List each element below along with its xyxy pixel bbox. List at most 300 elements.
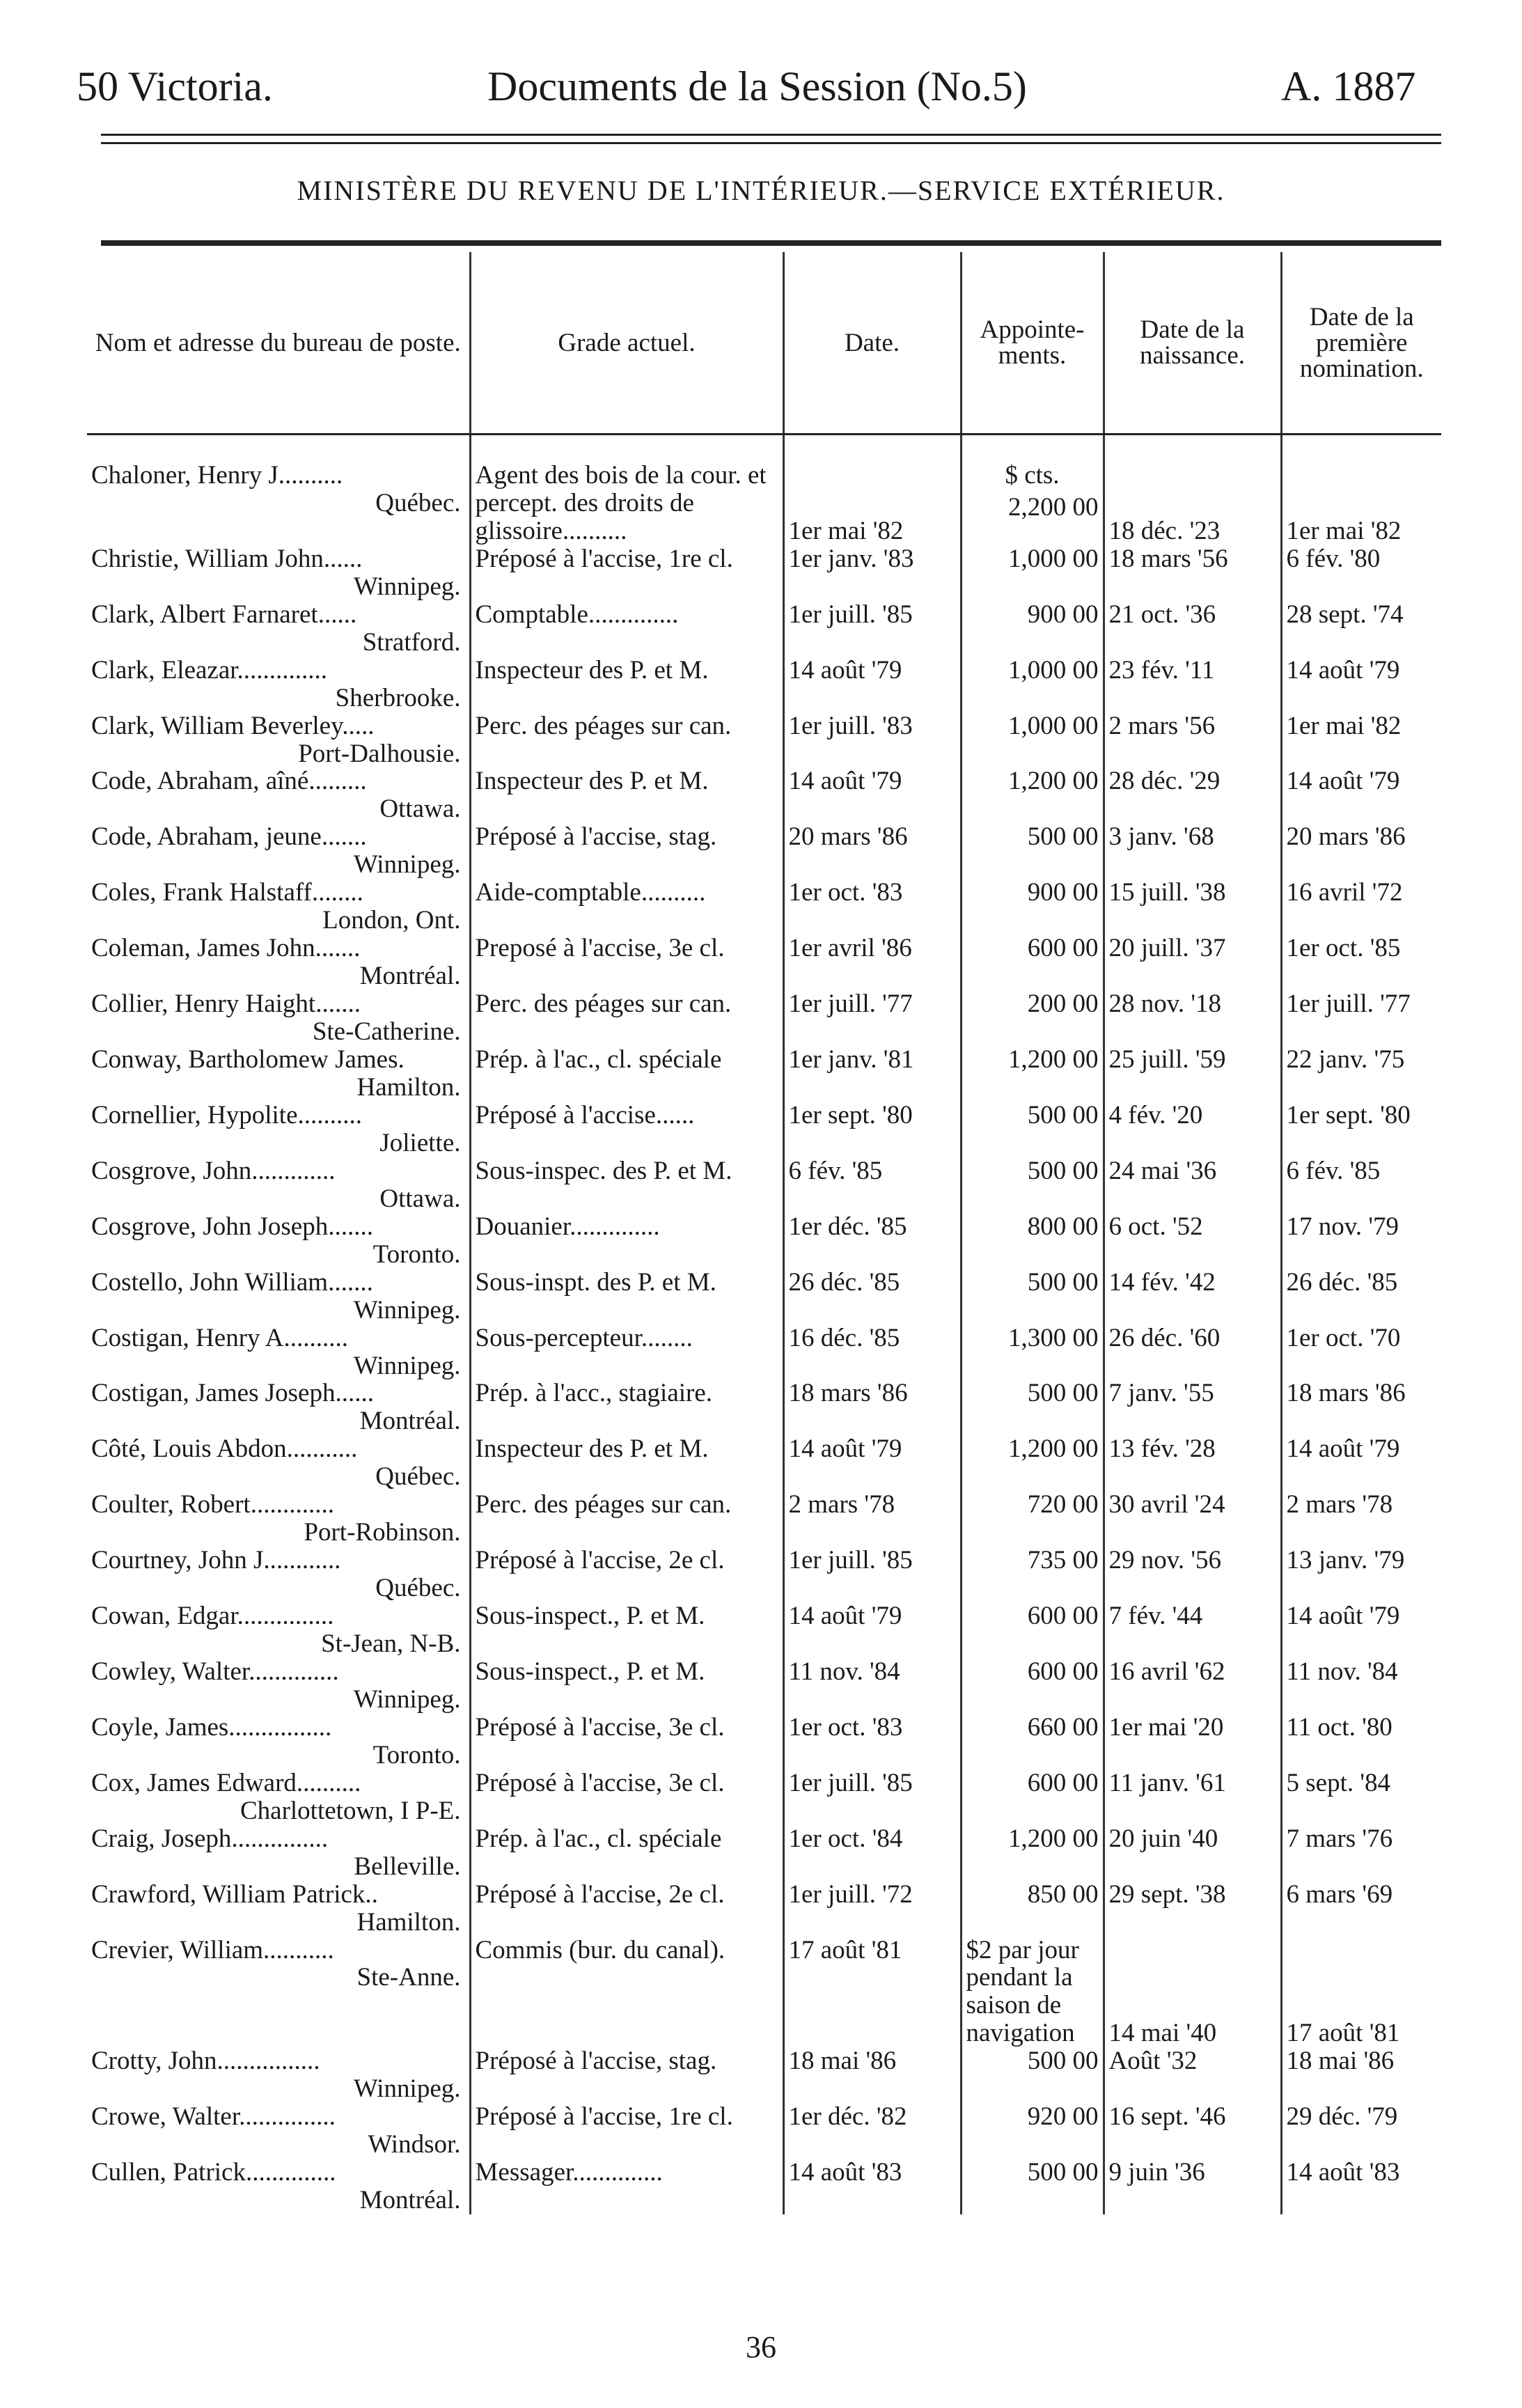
person-name: Crawford, William Patrick..	[91, 1880, 378, 1909]
grade-cell: Préposé à l'accise, 3e cl.	[470, 1714, 783, 1769]
table-header-row	[87, 252, 1441, 435]
title-rule	[101, 240, 1441, 246]
first-nomination-cell: 14 août '79	[1281, 1435, 1441, 1491]
person-name: Côté, Louis Abdon...........	[91, 1435, 358, 1464]
name-cell	[87, 990, 470, 1046]
salary-cell	[961, 1547, 1104, 1602]
person-name: Cox, James Edward..........	[91, 1769, 361, 1797]
salary-cell	[961, 2159, 1104, 2214]
salary-cell	[961, 1324, 1104, 1380]
office-address: Ste-Catherine.	[312, 1017, 461, 1047]
grade-cell: Douanier..............	[470, 1213, 783, 1269]
first-nomination-cell: 1er juill. '77	[1281, 990, 1441, 1046]
person-name: Cornellier, Hypolite..........	[91, 1101, 363, 1129]
first-nomination-cell: 6 mars '69	[1281, 1881, 1441, 1937]
date-cell: 14 août '79	[783, 1602, 961, 1658]
person-name: Cosgrove, John.............	[91, 1157, 336, 1185]
birth-date-cell: 20 juin '40	[1104, 1825, 1281, 1881]
date-cell: 1er mai '82	[783, 435, 961, 545]
table-row	[87, 1435, 1441, 1491]
person-name: Collier, Henry Haight.......	[91, 990, 361, 1019]
birth-date-cell: 3 janv. '68	[1104, 823, 1281, 879]
date-cell: 18 mars '86	[783, 1379, 961, 1435]
table-row	[87, 879, 1441, 935]
table-row	[87, 823, 1441, 879]
person-name: Clark, William Beverley.....	[91, 712, 375, 740]
office-address: Windsor.	[368, 2130, 461, 2159]
office-address: Winnipeg.	[353, 1295, 461, 1324]
name-cell	[87, 657, 470, 712]
date-cell: 18 mai '86	[783, 2047, 961, 2103]
date-cell: 1er janv. '81	[783, 1046, 961, 1102]
office-address: London, Ont.	[322, 906, 461, 935]
name-cell	[87, 1491, 470, 1547]
first-nomination-cell: 7 mars '76	[1281, 1825, 1441, 1881]
birth-date-cell: 20 juill. '37	[1104, 935, 1281, 990]
office-address: Sherbrooke.	[335, 683, 461, 712]
birth-date-cell: 1er mai '20	[1104, 1714, 1281, 1769]
grade-cell: Préposé à l'accise, 3e cl.	[470, 1769, 783, 1825]
name-cell	[87, 1435, 470, 1491]
birth-date-cell: 30 avril '24	[1104, 1491, 1281, 1547]
salary-cell	[961, 1046, 1104, 1102]
date-cell: 17 août '81	[783, 1937, 961, 2048]
salary-value: 500 00	[1027, 1157, 1099, 1185]
date-cell: 1er déc. '85	[783, 1213, 961, 1269]
grade-cell: Préposé à l'accise, stag.	[470, 2047, 783, 2103]
first-nomination-cell: 18 mai '86	[1281, 2047, 1441, 2103]
table-row	[87, 2159, 1441, 2214]
grade-cell: Préposé à l'accise, 2e cl.	[470, 1881, 783, 1937]
name-cell	[87, 1324, 470, 1380]
table-row	[87, 545, 1441, 601]
grade-cell: Prép. à l'ac., cl. spéciale	[470, 1046, 783, 1102]
header-right: A. 1887	[1281, 63, 1416, 109]
first-nomination-cell: 6 fév. '85	[1281, 1157, 1441, 1213]
person-name: Conway, Bartholomew James.	[91, 1046, 405, 1074]
salary-cell	[961, 1602, 1104, 1658]
salary-cell	[961, 601, 1104, 657]
birth-date-cell: 11 janv. '61	[1104, 1769, 1281, 1825]
first-nomination-cell: 29 déc. '79	[1281, 2103, 1441, 2159]
birth-date-cell: 9 juin '36	[1104, 2159, 1281, 2214]
salary-value: 1,300 00	[1008, 1324, 1099, 1352]
col-header-date: Date.	[783, 252, 961, 435]
salary-cell	[961, 2047, 1104, 2103]
salary-cell	[961, 435, 1104, 545]
birth-date-cell: 24 mai '36	[1104, 1157, 1281, 1213]
salary-cell	[961, 1881, 1104, 1937]
person-name: Craig, Joseph...............	[91, 1824, 329, 1853]
birth-date-cell: 6 oct. '52	[1104, 1213, 1281, 1269]
person-name: Costigan, Henry A..........	[91, 1324, 348, 1352]
table-row	[87, 1269, 1441, 1324]
salary-value: 1,200 00	[1008, 1824, 1099, 1853]
table-row	[87, 2047, 1441, 2103]
header-rule-bottom	[101, 142, 1441, 144]
first-nomination-cell: 22 janv. '75	[1281, 1046, 1441, 1102]
salary-cell	[961, 1658, 1104, 1714]
salary-value: 1,200 00	[1008, 1046, 1099, 1074]
birth-date-cell: 14 fév. '42	[1104, 1269, 1281, 1324]
header-left: 50 Victoria.	[77, 63, 273, 109]
salary-cell	[961, 1102, 1104, 1157]
office-address: Ste-Anne.	[356, 1963, 461, 1992]
grade-cell: Prép. à l'acc., stagiaire.	[470, 1379, 783, 1435]
grade-cell: Inspecteur des P. et M.	[470, 657, 783, 712]
salary-value: 800 00	[1027, 1212, 1099, 1241]
personnel-table	[87, 252, 1441, 2214]
grade-cell: Agent des bois de la cour. et percept. des droits de glissoire..........	[470, 435, 783, 545]
office-address: Port-Robinson.	[304, 1518, 461, 1547]
name-cell	[87, 1714, 470, 1769]
table-row	[87, 1379, 1441, 1435]
person-name: Clark, Eleazar..............	[91, 656, 328, 685]
name-cell	[87, 1213, 470, 1269]
name-cell	[87, 823, 470, 879]
table-row	[87, 767, 1441, 823]
first-nomination-cell: 17 août '81	[1281, 1937, 1441, 2048]
first-nomination-cell: 5 sept. '84	[1281, 1769, 1441, 1825]
salary-value: 1,000 00	[1008, 712, 1099, 740]
office-address: Joliette.	[379, 1128, 461, 1157]
date-cell: 1er juill. '77	[783, 990, 961, 1046]
birth-date-cell: 29 nov. '56	[1104, 1547, 1281, 1602]
date-cell: 1er juill. '83	[783, 712, 961, 768]
page-title: MINISTÈRE DU REVENU DE L'INTÉRIEUR.—SERVICE EXTÉRIEUR.	[297, 175, 1225, 206]
office-address: Charlottetown, I P-E.	[240, 1796, 461, 1825]
date-cell: 1er juill. '72	[783, 1881, 961, 1937]
office-address: Québec.	[375, 1462, 461, 1492]
name-cell	[87, 1379, 470, 1435]
person-name: Crotty, John................	[91, 2047, 320, 2076]
name-cell	[87, 1937, 470, 2048]
col-header-grade: Grade actuel.	[470, 252, 783, 435]
salary-cell	[961, 1213, 1104, 1269]
grade-cell: Sous-inspt. des P. et M.	[470, 1269, 783, 1324]
col-header-first: Date de la première nomination.	[1281, 252, 1441, 435]
birth-date-cell: 14 mai '40	[1104, 1937, 1281, 2048]
office-address: Toronto.	[372, 1240, 461, 1269]
office-address: Montréal.	[359, 1407, 461, 1436]
person-name: Coyle, James................	[91, 1713, 332, 1742]
birth-date-cell: 21 oct. '36	[1104, 601, 1281, 657]
date-cell: 1er oct. '83	[783, 879, 961, 935]
person-name: Cowan, Edgar...............	[91, 1602, 334, 1631]
grade-cell: Préposé à l'accise, 2e cl.	[470, 1547, 783, 1602]
person-name: Crowe, Walter...............	[91, 2103, 336, 2132]
name-cell	[87, 545, 470, 601]
person-name: Chaloner, Henry J..........	[91, 461, 343, 490]
name-cell	[87, 879, 470, 935]
person-name: Cosgrove, John Joseph.......	[91, 1212, 373, 1241]
first-nomination-cell: 14 août '79	[1281, 657, 1441, 712]
person-name: Costigan, James Joseph......	[91, 1379, 374, 1408]
office-address: Belleville.	[354, 1852, 461, 1881]
office-address: Winnipeg.	[353, 1684, 461, 1714]
table-row	[87, 1046, 1441, 1102]
salary-value: 1,200 00	[1008, 767, 1099, 796]
date-cell: 14 août '79	[783, 767, 961, 823]
salary-value: 735 00	[1027, 1547, 1099, 1575]
first-nomination-cell: 14 août '83	[1281, 2159, 1441, 2214]
grade-cell: Préposé à l'accise, stag.	[470, 823, 783, 879]
salary-cell	[961, 1491, 1104, 1547]
salary-value: 500 00	[1027, 2047, 1099, 2076]
person-name: Crevier, William...........	[91, 1936, 334, 1964]
grade-cell: Aide-comptable..........	[470, 879, 783, 935]
grade-cell: Perc. des péages sur can.	[470, 990, 783, 1046]
first-nomination-cell: 1er mai '82	[1281, 712, 1441, 768]
date-cell: 14 août '83	[783, 2159, 961, 2214]
salary-cell	[961, 1937, 1104, 2048]
table-row	[87, 1102, 1441, 1157]
salary-value: 200 00	[1027, 990, 1099, 1019]
salary-cell	[961, 879, 1104, 935]
name-cell	[87, 1658, 470, 1714]
salary-value: $2 par jour pendant la saison de navigation	[966, 1936, 1079, 2048]
table-row	[87, 990, 1441, 1046]
table-row	[87, 1769, 1441, 1825]
salary-cell	[961, 1379, 1104, 1435]
person-name: Code, Abraham, aîné.........	[91, 767, 367, 796]
date-cell: 1er sept. '80	[783, 1102, 961, 1157]
grade-cell: Perc. des péages sur can.	[470, 712, 783, 768]
date-cell: 1er janv. '83	[783, 545, 961, 601]
first-nomination-cell: 26 déc. '85	[1281, 1269, 1441, 1324]
office-address: Port-Dalhousie.	[298, 739, 461, 768]
name-cell	[87, 2103, 470, 2159]
salary-unit: $ cts.	[1005, 461, 1060, 490]
grade-cell: Préposé à l'accise......	[470, 1102, 783, 1157]
table-row	[87, 1324, 1441, 1380]
person-name: Courtney, John J............	[91, 1547, 341, 1575]
name-cell	[87, 1102, 470, 1157]
birth-date-cell: 28 déc. '29	[1104, 767, 1281, 823]
salary-value: 1,000 00	[1008, 656, 1099, 685]
birth-date-cell: 16 avril '62	[1104, 1658, 1281, 1714]
date-cell: 2 mars '78	[783, 1491, 961, 1547]
col-header-salary: Appointe-ments.	[961, 252, 1104, 435]
salary-value: 920 00	[1027, 2103, 1099, 2132]
salary-cell	[961, 1269, 1104, 1324]
salary-value: 500 00	[1027, 1101, 1099, 1129]
salary-cell	[961, 2103, 1104, 2159]
birth-date-cell: 25 juill. '59	[1104, 1046, 1281, 1102]
table-row	[87, 935, 1441, 990]
table-row	[87, 1658, 1441, 1714]
salary-value: 600 00	[1027, 1602, 1099, 1631]
first-nomination-cell: 20 mars '86	[1281, 823, 1441, 879]
birth-date-cell: 16 sept. '46	[1104, 2103, 1281, 2159]
date-cell: 20 mars '86	[783, 823, 961, 879]
first-nomination-cell: 14 août '79	[1281, 767, 1441, 823]
office-address: Ottawa.	[379, 795, 461, 824]
table-row	[87, 1937, 1441, 2048]
name-cell	[87, 1881, 470, 1937]
first-nomination-cell: 28 sept. '74	[1281, 601, 1441, 657]
office-address: Toronto.	[372, 1740, 461, 1769]
office-address: Québec.	[375, 1574, 461, 1603]
table-row	[87, 2103, 1441, 2159]
grade-cell: Comptable..............	[470, 601, 783, 657]
office-address: Winnipeg.	[353, 850, 461, 879]
office-address: Hamilton.	[356, 1907, 461, 1937]
name-cell	[87, 2159, 470, 2214]
first-nomination-cell: 1er mai '82	[1281, 435, 1441, 545]
col-header-name: Nom et adresse du bureau de poste.	[87, 252, 470, 435]
salary-cell	[961, 1435, 1104, 1491]
salary-value: 600 00	[1027, 1657, 1099, 1686]
name-cell	[87, 2047, 470, 2103]
birth-date-cell: Août '32	[1104, 2047, 1281, 2103]
office-address: Hamilton.	[356, 1072, 461, 1102]
salary-value: 1,200 00	[1008, 1435, 1099, 1464]
office-address: Winnipeg.	[353, 2074, 461, 2104]
person-name: Code, Abraham, jeune.......	[91, 823, 367, 852]
date-cell: 6 fév. '85	[783, 1157, 961, 1213]
name-cell	[87, 767, 470, 823]
grade-cell: Preposé à l'accise, 3e cl.	[470, 935, 783, 990]
salary-value: 900 00	[1027, 879, 1099, 907]
office-address: Winnipeg.	[353, 1351, 461, 1380]
salary-cell	[961, 1769, 1104, 1825]
first-nomination-cell: 1er sept. '80	[1281, 1102, 1441, 1157]
office-address: Winnipeg.	[353, 572, 461, 601]
name-cell	[87, 1547, 470, 1602]
name-cell	[87, 1769, 470, 1825]
salary-value: 1,000 00	[1008, 545, 1099, 573]
office-address: St-Jean, N-B.	[321, 1629, 461, 1658]
table-row	[87, 712, 1441, 768]
person-name: Coleman, James John.......	[91, 935, 361, 963]
office-address: Montréal.	[359, 962, 461, 991]
date-cell: 1er juill. '85	[783, 601, 961, 657]
grade-cell: Sous-inspect., P. et M.	[470, 1658, 783, 1714]
name-cell	[87, 935, 470, 990]
date-cell: 1er déc. '82	[783, 2103, 961, 2159]
first-nomination-cell: 17 nov. '79	[1281, 1213, 1441, 1269]
table-row	[87, 1825, 1441, 1881]
grade-cell: Messager..............	[470, 2159, 783, 2214]
grade-cell: Commis (bur. du canal).	[470, 1937, 783, 2048]
salary-value: 660 00	[1027, 1713, 1099, 1742]
salary-cell	[961, 935, 1104, 990]
salary-value: 850 00	[1027, 1880, 1099, 1909]
table-row	[87, 657, 1441, 712]
grade-cell: Préposé à l'accise, 1re cl.	[470, 2103, 783, 2159]
birth-date-cell: 18 déc. '23	[1104, 435, 1281, 545]
table-row	[87, 1547, 1441, 1602]
first-nomination-cell: 11 nov. '84	[1281, 1658, 1441, 1714]
salary-value: 500 00	[1027, 2159, 1099, 2187]
birth-date-cell: 2 mars '56	[1104, 712, 1281, 768]
person-name: Cullen, Patrick..............	[91, 2159, 336, 2187]
person-name: Cowley, Walter..............	[91, 1657, 339, 1686]
date-cell: 16 déc. '85	[783, 1324, 961, 1380]
header-center: Documents de la Session (No.5)	[487, 63, 1027, 109]
name-cell	[87, 712, 470, 768]
office-address: Stratford.	[362, 627, 461, 657]
salary-value: 720 00	[1027, 1491, 1099, 1519]
first-nomination-cell: 1er oct. '85	[1281, 935, 1441, 990]
salary-cell	[961, 990, 1104, 1046]
grade-cell: Sous-inspec. des P. et M.	[470, 1157, 783, 1213]
table-row	[87, 1491, 1441, 1547]
grade-cell: Préposé à l'accise, 1re cl.	[470, 545, 783, 601]
grade-cell: Perc. des péages sur can.	[470, 1491, 783, 1547]
office-address: Québec.	[375, 488, 461, 517]
first-nomination-cell: 13 janv. '79	[1281, 1547, 1441, 1602]
date-cell: 1er oct. '84	[783, 1825, 961, 1881]
salary-cell	[961, 1157, 1104, 1213]
salary-value: 500 00	[1027, 823, 1099, 852]
date-cell: 1er avril '86	[783, 935, 961, 990]
table-row	[87, 435, 1441, 545]
name-cell	[87, 1269, 470, 1324]
salary-value: 500 00	[1027, 1268, 1099, 1297]
date-cell: 1er juill. '85	[783, 1769, 961, 1825]
first-nomination-cell: 2 mars '78	[1281, 1491, 1441, 1547]
header-rule-top	[101, 134, 1441, 136]
name-cell	[87, 1602, 470, 1658]
birth-date-cell: 7 fév. '44	[1104, 1602, 1281, 1658]
person-name: Clark, Albert Farnaret......	[91, 600, 357, 629]
table-body	[87, 435, 1441, 2215]
salary-cell	[961, 657, 1104, 712]
page-number: 36	[746, 2330, 776, 2364]
first-nomination-cell: 11 oct. '80	[1281, 1714, 1441, 1769]
table-row	[87, 601, 1441, 657]
first-nomination-cell: 16 avril '72	[1281, 879, 1441, 935]
birth-date-cell: 15 juill. '38	[1104, 879, 1281, 935]
first-nomination-cell: 1er oct. '70	[1281, 1324, 1441, 1380]
name-cell	[87, 1825, 470, 1881]
person-name: Coulter, Robert.............	[91, 1491, 334, 1519]
table-row	[87, 1881, 1441, 1937]
salary-value: 500 00	[1027, 1379, 1099, 1408]
name-cell	[87, 601, 470, 657]
salary-cell	[961, 545, 1104, 601]
grade-cell: Sous-inspect., P. et M.	[470, 1602, 783, 1658]
person-name: Costello, John William.......	[91, 1268, 373, 1297]
birth-date-cell: 26 déc. '60	[1104, 1324, 1281, 1380]
name-cell	[87, 1046, 470, 1102]
salary-value: 900 00	[1027, 600, 1099, 629]
birth-date-cell: 7 janv. '55	[1104, 1379, 1281, 1435]
first-nomination-cell: 14 août '79	[1281, 1602, 1441, 1658]
birth-date-cell: 28 nov. '18	[1104, 990, 1281, 1046]
table-row	[87, 1602, 1441, 1658]
table-row	[87, 1714, 1441, 1769]
date-cell: 1er oct. '83	[783, 1714, 961, 1769]
salary-value: 2,200 00	[1008, 492, 1099, 522]
date-cell: 14 août '79	[783, 1435, 961, 1491]
salary-cell	[961, 1714, 1104, 1769]
running-header	[0, 49, 1522, 118]
grade-cell: Inspecteur des P. et M.	[470, 1435, 783, 1491]
first-nomination-cell: 18 mars '86	[1281, 1379, 1441, 1435]
birth-date-cell: 23 fév. '11	[1104, 657, 1281, 712]
office-address: Ottawa.	[379, 1184, 461, 1213]
birth-date-cell: 4 fév. '20	[1104, 1102, 1281, 1157]
salary-cell	[961, 767, 1104, 823]
date-cell: 14 août '79	[783, 657, 961, 712]
date-cell: 26 déc. '85	[783, 1269, 961, 1324]
table-row	[87, 1157, 1441, 1213]
date-cell: 1er juill. '85	[783, 1547, 961, 1602]
salary-cell	[961, 712, 1104, 768]
